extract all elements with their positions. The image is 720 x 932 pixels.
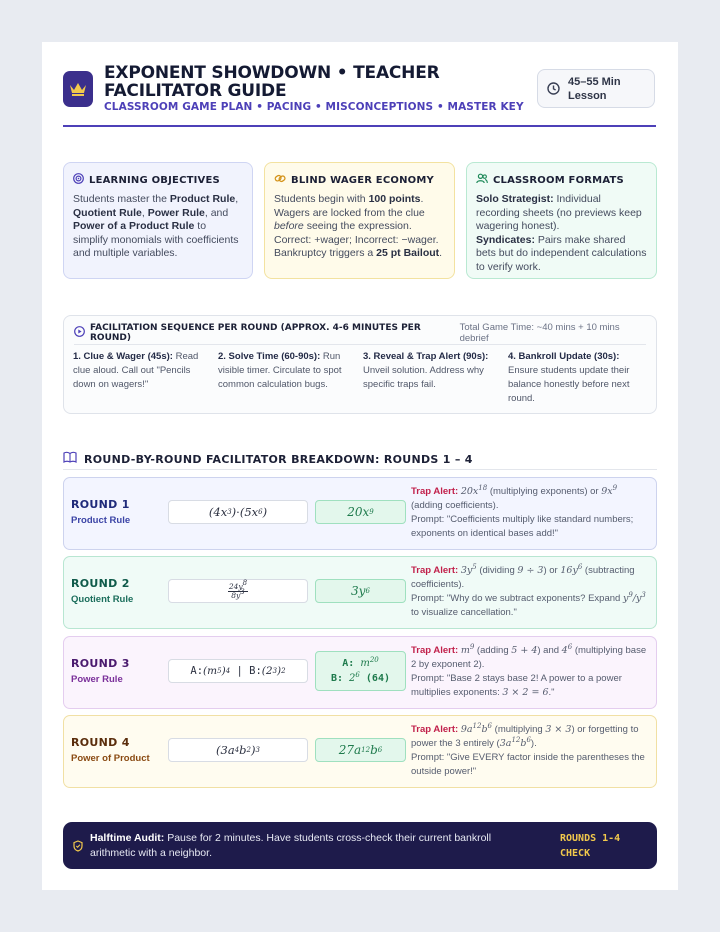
round-4-name: ROUND 4 (71, 736, 130, 749)
round-1-name: ROUND 1 (71, 498, 130, 511)
round-2-rule: Quotient Rule (71, 594, 134, 605)
classroom-formats-card (466, 162, 657, 279)
crown-icon (63, 71, 93, 107)
round-3-name: ROUND 3 (71, 657, 130, 670)
round-4-trap-alert: Trap Alert: $9a^{12}b^6$ (multiplying 3 × 3) or forgetting to power the 3 entirely $(3a^{12}b^6)$. Prompt: "Give EVERY factor inside the parentheses the outside power!" (411, 722, 645, 777)
learning-objectives-text: Students master the Product Rule, Quotient Rule, Power Rule, and Power of a Product Rule to simplify monomials with coefficients and multiple variables. (73, 193, 239, 259)
rounds-check-tag: ROUNDS 1-4 CHECK (560, 833, 621, 859)
page-title: EXPONENT SHOWDOWN • TEACHER FACILITATOR GUIDE (104, 63, 440, 101)
round-1-prompt: Prompt: "Coefficients multiply like standard numbers; exponents on identical bases add!" (411, 514, 634, 539)
lesson-duration-text: 45–55 Min Lesson (568, 76, 621, 102)
shield-icon (73, 839, 83, 857)
round-4-card (63, 715, 657, 788)
facilitation-sequence-panel (63, 315, 657, 414)
round-2-prompt: Prompt: "Why do we subtract exponents? Expand $y^9/y^3$ to visualize cancellation." (411, 591, 646, 618)
header-divider (63, 125, 656, 127)
round-2-answer: 3y 6 (315, 579, 406, 603)
blind-wager-card (264, 162, 455, 279)
breakdown-title: ROUND-BY-ROUND FACILITATOR BREAKDOWN: ROUNDS 1 – 4 (84, 452, 473, 466)
breakdown-divider (63, 469, 657, 470)
step-clue-wager: 1. Clue & Wager (45s): Read clue aloud. Call out "Pencils down on wagers!" (73, 351, 199, 390)
round-1-trap-alert: Trap Alert: $20x^{18}$ (multiplying exponents) or $9x^9$ (adding coefficients). Prompt: "Coefficients multiply like standard numbers; exponents on identical bases add!" (411, 484, 634, 539)
halftime-audit-text: Halftime Audit: Pause for 2 minutes. Have students cross-check their current bankroll arithmetic with a neighbor. (90, 832, 492, 859)
users-icon (476, 173, 488, 187)
sequence-divider (74, 344, 646, 345)
round-2-card (63, 556, 657, 629)
classroom-formats-text: Solo Strategist: Individual recording sheets (no previews keep wagering honest). Syndicates: Pairs make shared bets but do independent calculations to verify work. (476, 193, 647, 273)
facilitation-sequence-title: FACILITATION SEQUENCE PER ROUND (APPROX. 4-6 MINUTES PER ROUND) (90, 323, 421, 343)
classroom-formats-heading: CLASSROOM FORMATS (476, 173, 647, 187)
play-icon (74, 324, 85, 342)
round-4-expression: (3a 4 b 2 ) 3 (168, 738, 308, 762)
guide-page (42, 42, 678, 890)
blind-wager-text: Students begin with 100 points. Wagers are locked from the clue before seeing the expression. Correct: +wager; Incorrect: −wager. Bankruptcy triggers a 25 pt Bailout. (274, 193, 443, 259)
round-2-expression: $\frac{24y^8}{8y^3}$ (168, 579, 308, 603)
round-4-answer: 27a 12 b 6 (315, 738, 406, 762)
round-2-name: ROUND 2 (71, 577, 130, 590)
clock-icon (547, 82, 560, 100)
blind-wager-heading: BLIND WAGER ECONOMY (274, 173, 445, 187)
round-1-rule: Product Rule (71, 515, 131, 526)
page-subtitle: CLASSROOM GAME PLAN • PACING • MISCONCEPTIONS • MASTER KEY (104, 101, 524, 113)
step-solve-time: 2. Solve Time (60-90s): Run visible timer. Circulate to spot common calculation bugs. (218, 351, 342, 390)
step-reveal-trap: 3. Reveal & Trap Alert (90s): Unveil solution. Address why specific traps fail. (363, 351, 489, 390)
total-game-time: Total Game Time: ~40 mins + 10 mins debrief (459, 322, 620, 344)
round-3-answer: A: $m^{20}$ B: $2^6$ (64) (315, 651, 406, 691)
round-3-card (63, 636, 657, 709)
round-2-trap-alert: Trap Alert: $3y^5$ (dividing 9 ÷ 3) or $16y^6$ (subtracting coefficients). Prompt: "Why do we subtract exponents? Expand $y^9/y^3$ to visualize cancellation." (411, 563, 646, 618)
step-bankroll-update: 4. Bankroll Update (30s): Ensure students update their balance honestly before next round. (508, 351, 630, 404)
learning-objectives-heading: LEARNING OBJECTIVES (73, 173, 243, 187)
round-4-prompt: Prompt: "Give EVERY factor inside the parentheses the outside power!" (411, 752, 645, 777)
link-icon (274, 173, 286, 187)
round-3-trap-alert: Trap Alert: $m^9$ (adding 5 + 4) and $4^6$ (multiplying base 2 by exponent 2). Prompt: "Base 2 stays base 2! A power to a power multiplies exponents: 3 × 2 = 6." (411, 643, 647, 698)
target-icon (73, 173, 84, 187)
round-1-card (63, 477, 657, 550)
learning-objectives-card (63, 162, 253, 279)
round-4-rule: Power of Product (71, 753, 150, 764)
round-3-expression: A: (m 5 ) 4 | B: (2 3 ) 2 (168, 659, 308, 683)
lesson-duration-badge (537, 69, 655, 108)
round-1-answer: 20x 9 (315, 500, 406, 524)
round-3-rule: Power Rule (71, 674, 123, 685)
breakdown-heading (63, 450, 661, 468)
book-icon (63, 450, 77, 468)
halftime-audit-banner (63, 822, 657, 869)
round-3-prompt: Prompt: "Base 2 stays base 2! A power to a power multiplies exponents: 3 × 2 = 6." (411, 673, 622, 698)
facilitation-sequence-header (74, 322, 646, 344)
round-1-expression: ( 4x 3 ) · ( 5x 6 ) (168, 500, 308, 524)
